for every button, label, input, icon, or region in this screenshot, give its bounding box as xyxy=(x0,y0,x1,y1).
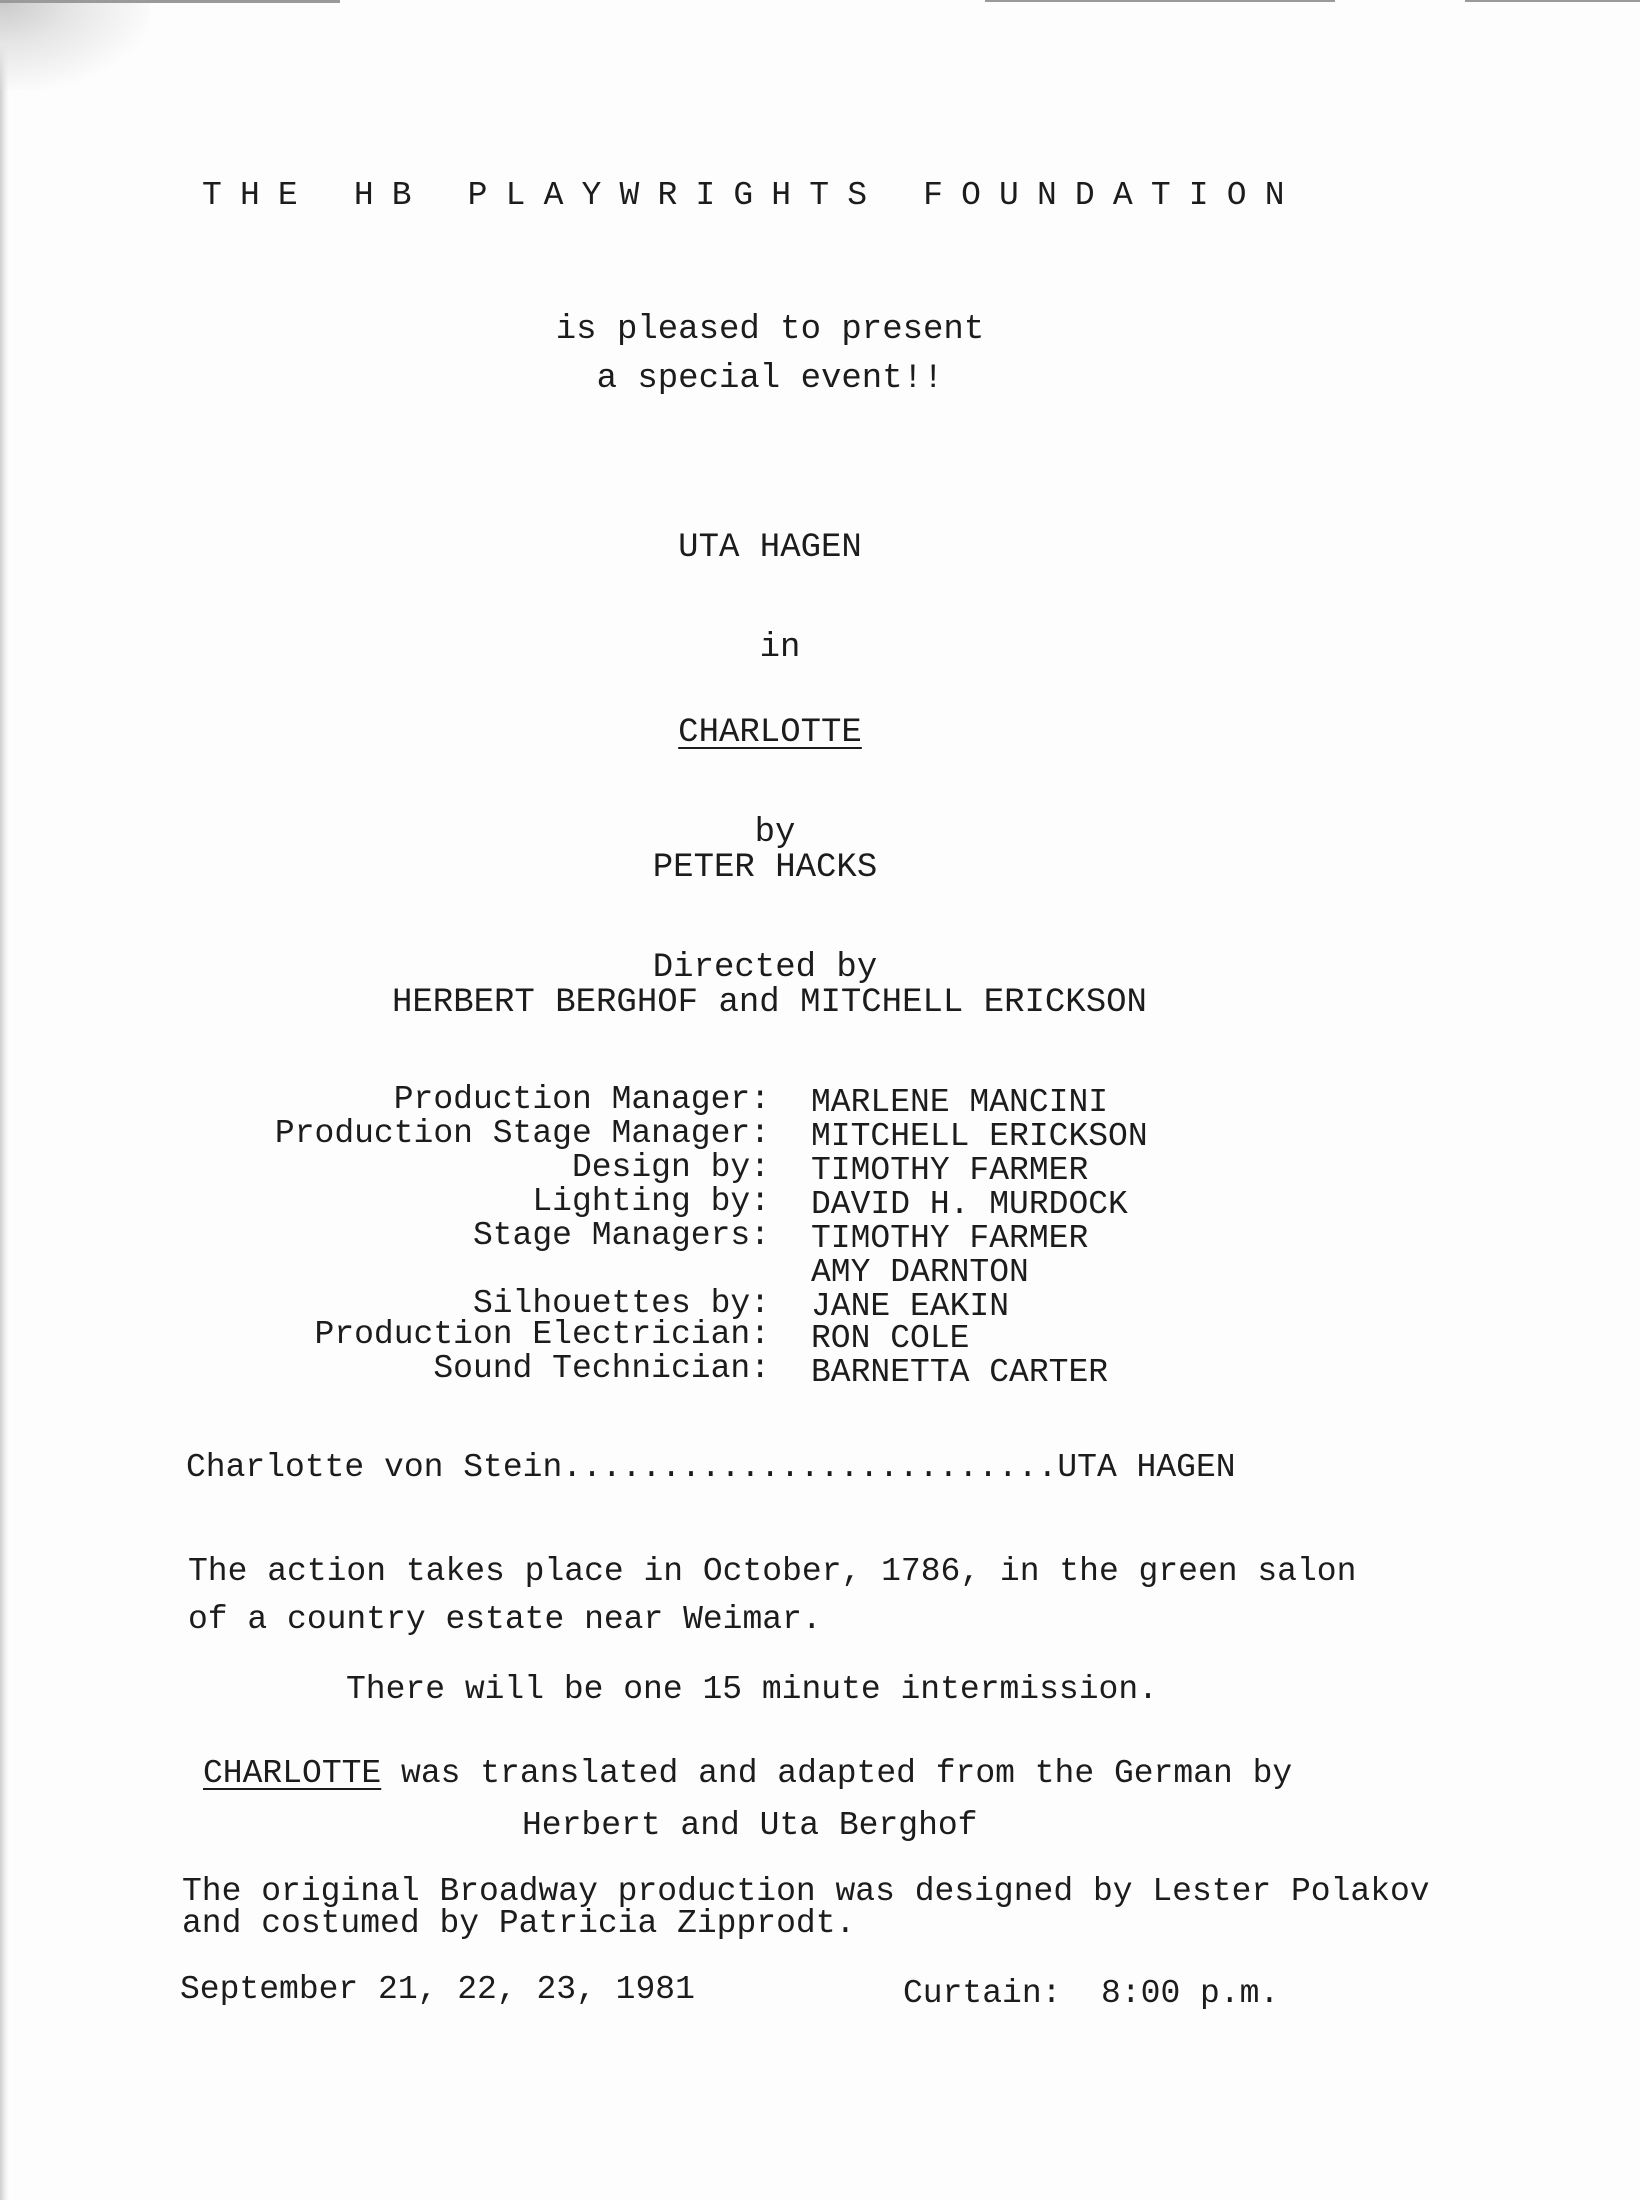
translators-line: Herbert and Uta Berghof xyxy=(522,1807,978,1844)
crew-name: RON COLE xyxy=(811,1320,970,1357)
translation-line xyxy=(203,1756,1292,1792)
scan-corner-shadow xyxy=(0,0,150,90)
play-title-text: CHARLOTTE xyxy=(678,714,862,752)
crew-role: Silhouettes by: xyxy=(472,1285,770,1322)
scan-top-edge-right xyxy=(1465,0,1640,2)
crew-role: Production Manager: xyxy=(393,1081,770,1118)
curtain-time: Curtain: 8:00 p.m. xyxy=(903,1975,1280,2012)
presents-line-1: is pleased to present xyxy=(555,311,985,349)
setting-line-2: of a country estate near Weimar. xyxy=(188,1601,822,1638)
play-title xyxy=(520,715,1020,751)
author-name: PETER HACKS xyxy=(652,849,878,887)
crew-name: DAVID H. MURDOCK xyxy=(811,1186,1128,1223)
scan-top-edge-middle xyxy=(985,0,1335,2)
crew-name: TIMOTHY FARMER xyxy=(811,1152,1089,1189)
crew-name: TIMOTHY FARMER xyxy=(811,1220,1089,1257)
intermission-note: There will be one 15 minute intermission. xyxy=(346,1671,1158,1708)
crew-role: Stage Managers: xyxy=(472,1217,770,1254)
translation-title: CHARLOTTE xyxy=(203,1755,382,1792)
original-production-line-1: The original Broadway production was designed by Lester Polakov xyxy=(182,1873,1430,1910)
crew-name: MITCHELL ERICKSON xyxy=(811,1118,1148,1155)
presents-line-2: a special event!! xyxy=(596,360,944,398)
translation-text: was translated and adapted from the German by xyxy=(381,1755,1293,1792)
crew-role: Sound Technician: xyxy=(433,1350,770,1387)
scan-edge xyxy=(0,0,10,2200)
crew-role: Production Stage Manager: xyxy=(274,1115,770,1152)
crew-role: Design by: xyxy=(571,1149,770,1186)
by-label: by xyxy=(754,814,796,852)
performance-dates: September 21, 22, 23, 1981 xyxy=(180,1971,695,2008)
crew-name: JANE EAKIN xyxy=(811,1288,1010,1325)
crew-name: BARNETTA CARTER xyxy=(811,1354,1109,1391)
original-production-line-2: and costumed by Patricia Zipprodt. xyxy=(182,1905,856,1942)
star-name: UTA HAGEN xyxy=(678,529,862,567)
crew-name: MARLENE MANCINI xyxy=(811,1084,1109,1121)
foundation-heading: THE HB PLAYWRIGHTS FOUNDATION xyxy=(202,177,1303,214)
cast-line: Charlotte von Stein.........................UTA HAGEN xyxy=(186,1449,1236,1486)
in-label: in xyxy=(759,629,801,667)
directed-by-label: Directed by xyxy=(652,949,878,987)
crew-name: AMY DARNTON xyxy=(811,1254,1029,1291)
crew-role: Production Electrician: xyxy=(314,1316,770,1353)
scan-top-edge-left xyxy=(0,0,340,3)
crew-role: Lighting by: xyxy=(532,1183,770,1220)
setting-line-1: The action takes place in October, 1786, in the green salon xyxy=(188,1553,1357,1590)
directors-names: HERBERT BERGHOF and MITCHELL ERICKSON xyxy=(392,984,1147,1022)
